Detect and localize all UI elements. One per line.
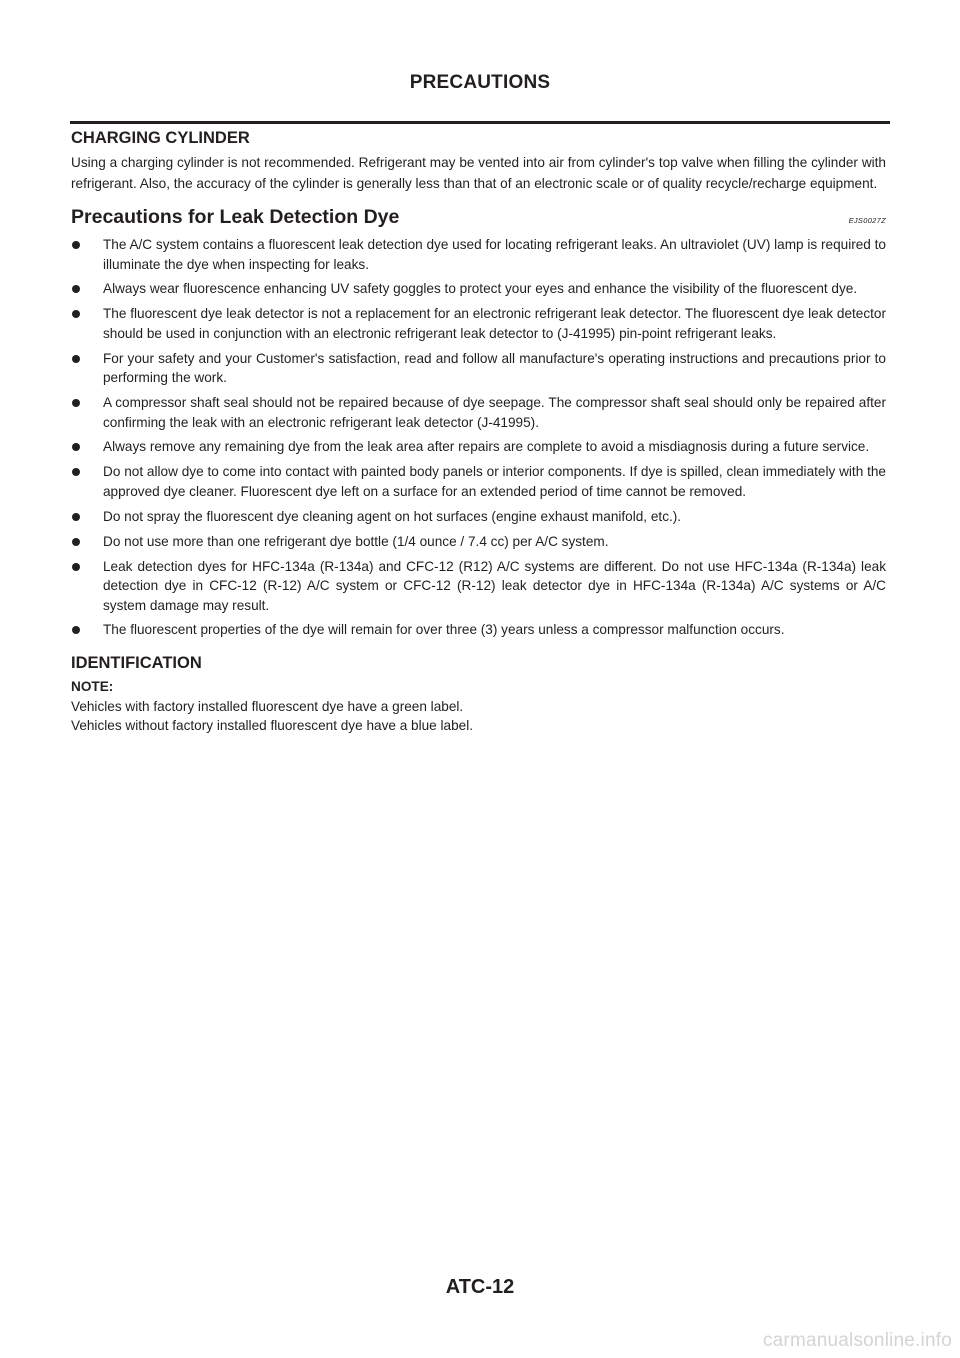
list-item — [71, 620, 886, 640]
list-item — [71, 462, 886, 501]
bullet-icon — [72, 443, 80, 451]
section-reference-code: EJS0027Z — [848, 216, 886, 225]
watermark: carmanualsonline.info — [762, 1330, 952, 1351]
list-item — [71, 393, 886, 432]
bullet-icon — [72, 563, 80, 571]
bullet-icon — [72, 310, 80, 318]
list-item — [71, 437, 886, 457]
list-item-text: Leak detection dyes for HFC-134a (R-134a) and CFC-12 (R12) A/C systems are different. Do not use HFC-134a (R-134a) leak detection dye in CFC-12 (R-12) A/C system or CFC-12 (R-12) leak detector dye in HFC-134a (R-134a) A/C systems or A/C system damage may result. — [103, 558, 886, 613]
bullet-icon — [72, 399, 80, 407]
page-content — [71, 124, 886, 735]
list-item-text: Do not spray the fluorescent dye cleaning agent on hot surfaces (engine exhaust manifold, etc.). — [103, 508, 682, 524]
note-label: NOTE: — [71, 678, 114, 694]
page-title: PRECAUTIONS — [409, 72, 551, 93]
list-item-text: Do not use more than one refrigerant dye bottle (1/4 ounce / 7.4 cc) per A/C system. — [103, 533, 609, 549]
list-item — [71, 532, 886, 552]
list-item-text: The fluorescent dye leak detector is not a replacement for an electronic refrigerant leak detector. The fluorescent dye leak detector should be used in conjunction with an electronic refrigerant leak detector to (J-41995) pin-point refrigerant leaks. — [103, 306, 886, 341]
bullet-icon — [72, 355, 80, 363]
bullet-icon — [72, 241, 80, 249]
bullet-icon — [72, 538, 80, 546]
leak-dye-bullet-list — [71, 235, 886, 640]
note-line-blue-label: Vehicles without factory installed fluorescent dye have a blue label. — [71, 717, 474, 733]
list-item-text: Do not allow dye to come into contact with painted body panels or interior components. If dye is spilled, clean immediately with the approved dye cleaner. Fluorescent dye left on a surface for an extended period of time cannot be removed. — [103, 464, 886, 499]
list-item — [71, 507, 886, 527]
list-item-text: The A/C system contains a fluorescent leak detection dye used for locating refrigerant leaks. An ultraviolet (UV) lamp is required to illuminate the dye when inspecting for leaks. — [103, 237, 886, 272]
list-item — [71, 235, 886, 274]
bullet-icon — [72, 285, 80, 293]
list-item-text: A compressor shaft seal should not be repaired because of dye seepage. The compressor shaft seal should only be repaired after confirming the leak with an electronic refrigerant leak detector (J-41995). — [103, 395, 886, 430]
list-item — [71, 349, 886, 388]
bullet-icon — [72, 468, 80, 476]
leak-dye-title: Precautions for Leak Detection Dye — [71, 206, 400, 228]
list-item-text: Always remove any remaining dye from the leak area after repairs are complete to avoid a misdiagnosis during a future service. — [103, 439, 870, 455]
list-item-text: The fluorescent properties of the dye will remain for over three (3) years unless a compressor malfunction occurs. — [103, 622, 785, 638]
list-item — [71, 279, 886, 299]
list-item-text: For your safety and your Customer's satisfaction, read and follow all manufacture's operating instructions and precautions prior to performing the work. — [103, 350, 886, 386]
note-line-green-label: Vehicles with factory installed fluorescent dye have a green label. — [71, 698, 464, 714]
list-item — [71, 304, 886, 343]
page-number: ATC-12 — [445, 1276, 515, 1298]
bullet-icon — [72, 626, 80, 634]
list-item — [71, 557, 886, 616]
bullet-icon — [72, 513, 80, 521]
charging-cylinder-paragraph: Using a charging cylinder is not recommended. Refrigerant may be vented into air from cylinder's top valve when filling the cylinder with refrigerant. Also, the accuracy of the cylinder is generally less than that of an electronic scale or of quality recycle/recharge equipment. — [71, 155, 886, 191]
list-item-text: Always wear fluorescence enhancing UV safety goggles to protect your eyes and enhance the visibility of the fluorescent dye. — [103, 281, 858, 297]
section-heading-identification: IDENTIFICATION — [71, 653, 202, 672]
section-heading-leak-dye — [71, 204, 886, 230]
section-heading-charging-cylinder: CHARGING CYLINDER — [71, 129, 250, 147]
